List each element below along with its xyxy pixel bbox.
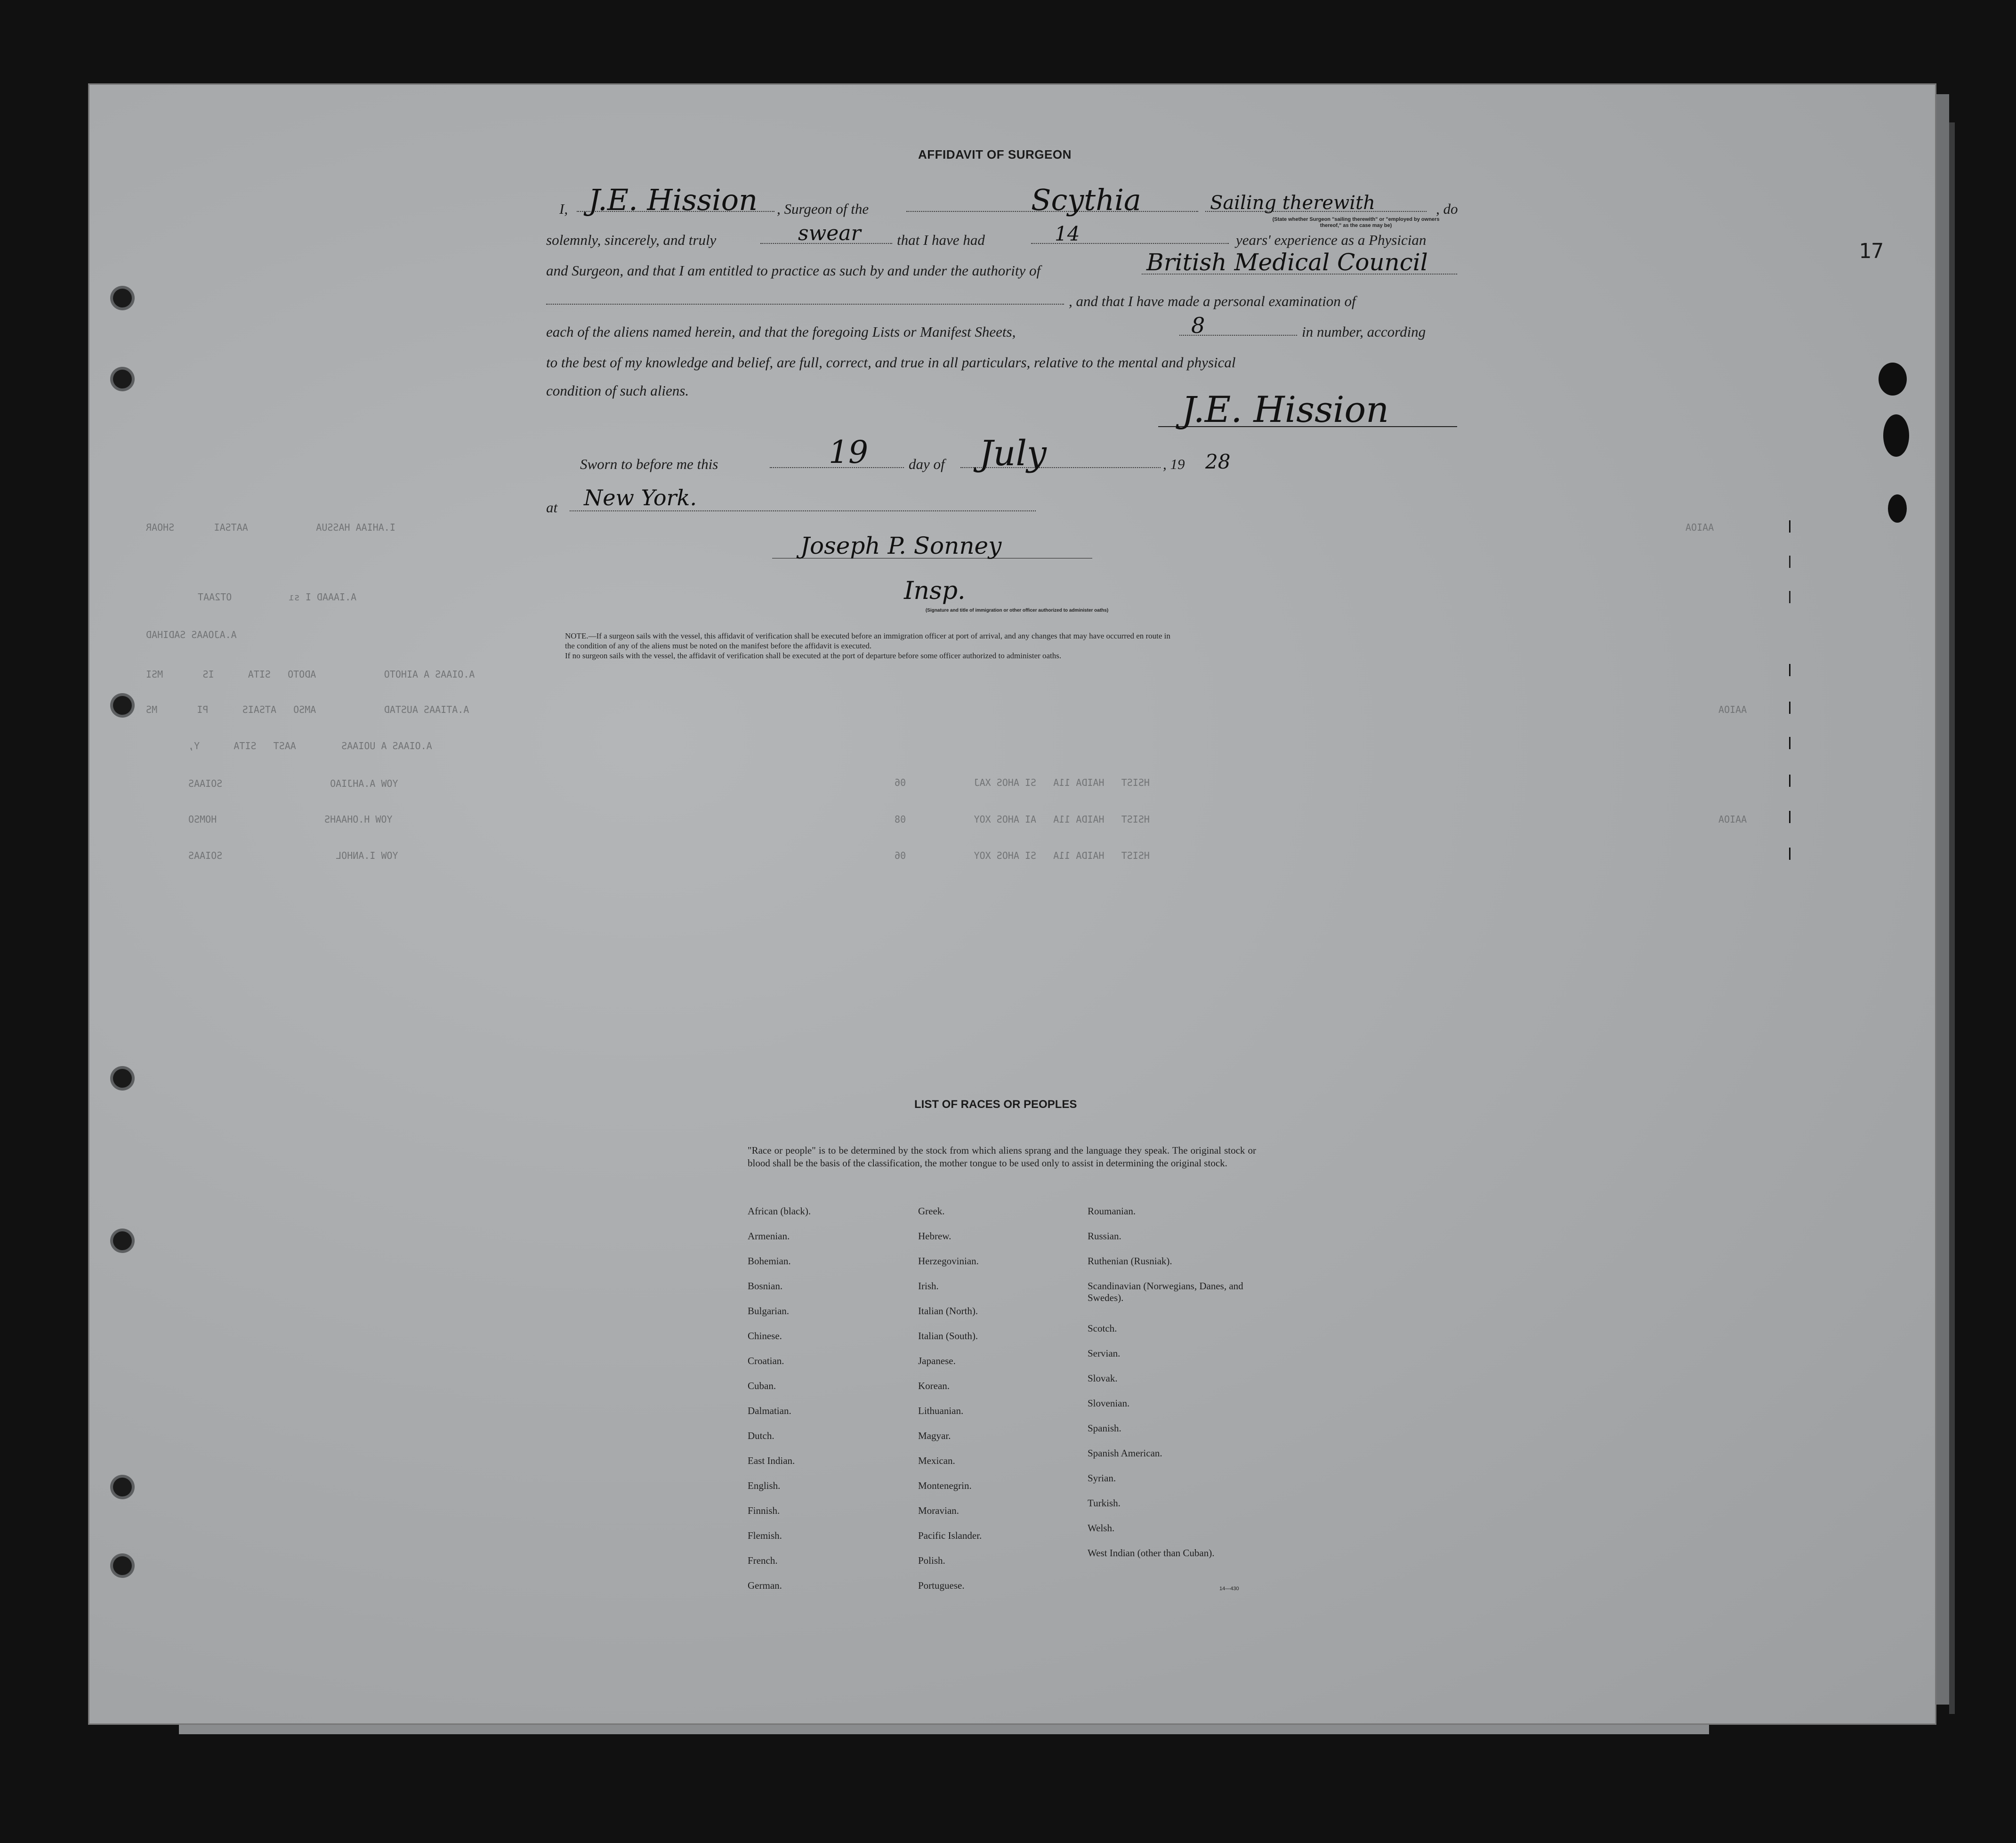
- bleed-through-text: A.AJOAAS SADIHAD: [146, 629, 237, 640]
- race-item: Servian.: [1088, 1348, 1121, 1359]
- margin-tick: [1789, 811, 1790, 823]
- race-item: Lithuanian.: [918, 1405, 964, 1416]
- text-each-alien: each of the aliens named herein, and that the foregoing Lists or Manifest Sheets,: [546, 323, 1016, 340]
- note-line-1: NOTE.—If a surgeon sails with the vessel, this affidavit of verification shall be executed before an immigration officer at port of arrival, and any changes that may have occurred en route in: [565, 631, 1170, 640]
- race-item: Korean.: [918, 1380, 950, 1391]
- race-item: English.: [748, 1480, 781, 1491]
- fill-line: [546, 304, 1064, 305]
- ink-blot: [1888, 494, 1907, 523]
- race-item: West Indian (other than Cuban).: [1088, 1547, 1215, 1559]
- race-item: Dutch.: [748, 1430, 774, 1441]
- page-number: 17: [1859, 239, 1884, 263]
- race-item: Hebrew.: [918, 1230, 952, 1242]
- note-line-2: the condition of any of the aliens must be noted on the manifest before the affidavit is executed.: [565, 641, 872, 650]
- text-solemnly: solemnly, sincerely, and truly: [546, 232, 717, 248]
- authority: British Medical Council: [1146, 249, 1428, 276]
- ink-blot: [1883, 414, 1909, 457]
- text-that-i-have: that I have had: [897, 232, 985, 248]
- margin-tick: [1789, 848, 1790, 860]
- text-sworn: Sworn to before me this: [580, 456, 718, 472]
- race-item: Italian (South).: [918, 1330, 978, 1342]
- race-item: Moravian.: [918, 1505, 959, 1516]
- race-item: Bulgarian.: [748, 1305, 790, 1317]
- page-edge: [1949, 122, 1955, 1714]
- text-year-prefix: , 19: [1163, 456, 1185, 472]
- bleed-through-text: A.ATIAAS AUSTAD AMSO ATSAIS PI MS: [146, 704, 469, 715]
- race-item: Dalmatian.: [748, 1405, 791, 1416]
- officer-caption: (Signature and title of immigration or other officer authorized to administer oaths): [925, 608, 1109, 613]
- sailing-status: Sailing therewith: [1210, 192, 1375, 214]
- races-column-3: [1088, 1205, 1266, 1580]
- bleed-through-text: A.OIAAS A UOIAAS AAST SITA Y,: [188, 740, 432, 752]
- race-item: Italian (North).: [918, 1305, 978, 1317]
- oath-word: swear: [798, 221, 861, 245]
- margin-tick: [1789, 737, 1790, 749]
- bleed-through-text: YOW H.OHAAHS HOMSO: [188, 814, 393, 825]
- races-title: LIST OF RACES OR PEOPLES: [914, 1098, 1077, 1111]
- bleed-through-text: HSIST HAIDA 11A SI AHOS XAJ 06: [895, 777, 1150, 788]
- bleed-through-text: HSIST HAIDA 11A SI AHOS XOY 06: [895, 850, 1150, 861]
- race-item: Turkish.: [1088, 1497, 1121, 1509]
- margin-tick: [1789, 775, 1790, 787]
- race-item: Russian.: [1088, 1230, 1121, 1242]
- years-experience: 14: [1055, 222, 1080, 245]
- sworn-place: New York.: [584, 485, 697, 510]
- race-item: Japanese.: [918, 1355, 956, 1366]
- officer-signature: Joseph P. Sonney: [800, 532, 1002, 559]
- race-item: Armenian.: [748, 1230, 790, 1242]
- bleed-through-text: AAIOA: [1685, 522, 1714, 533]
- binder-hole: [113, 370, 132, 388]
- race-item: Bohemian.: [748, 1255, 791, 1267]
- affidavit-title: AFFIDAVIT OF SURGEON: [918, 147, 1072, 162]
- race-item: African (black).: [748, 1205, 811, 1217]
- race-item: German.: [748, 1580, 782, 1591]
- race-item: French.: [748, 1555, 778, 1566]
- binder-hole: [113, 1556, 132, 1575]
- text-do: , do: [1436, 201, 1458, 217]
- officer-title: Insp.: [904, 577, 966, 605]
- fill-line: [570, 510, 1036, 511]
- race-item: Scandinavian (Norwegians, Danes, and Swedes).: [1088, 1280, 1243, 1303]
- race-item: Spanish.: [1088, 1423, 1121, 1434]
- race-item: Ruthenian (Rusniak).: [1088, 1255, 1172, 1267]
- sworn-day: 19: [829, 434, 868, 470]
- text-i: I,: [559, 201, 568, 217]
- race-item: Flemish.: [748, 1530, 782, 1541]
- bleed-through-text: HSIST HAIDA 11A AI AHOS XOY 08: [895, 814, 1150, 825]
- bleed-through-text: YOW A.AHJIAO SOIAAS: [188, 778, 398, 789]
- race-item: Slovak.: [1088, 1373, 1118, 1384]
- bleed-through-text: I.AHIAA HASSUA AATSAI SHOAR: [146, 522, 395, 533]
- manifest-sheets: 8: [1191, 313, 1205, 338]
- bleed-through-text: A.IAAAD I sı OT2AAT: [198, 591, 357, 603]
- bleed-through-text: AAIOA: [1718, 814, 1747, 825]
- binder-hole: [113, 1478, 132, 1496]
- race-item: Spanish American.: [1088, 1447, 1162, 1459]
- margin-tick: [1789, 702, 1790, 714]
- binder-hole: [113, 289, 132, 307]
- note-line-3: If no surgeon sails with the vessel, the affidavit of verification shall be executed at the port of departure before some officer authorized to administer oaths.: [565, 651, 1062, 660]
- text-personal-examination: , and that I have made a personal examination of: [1069, 293, 1356, 309]
- race-item: Montenegrin.: [918, 1480, 972, 1491]
- race-item: Roumanian.: [1088, 1205, 1136, 1217]
- race-item: Chinese.: [748, 1330, 782, 1342]
- text-and-surgeon: and Surgeon, and that I am entitled to practice as such by and under the authority of: [546, 262, 1041, 279]
- race-item: Finnish.: [748, 1505, 780, 1516]
- races-column-2: [918, 1205, 1078, 1605]
- margin-tick: [1789, 591, 1790, 603]
- bleed-through-text: YOW I.ANHOL SOIAAS: [188, 850, 398, 861]
- race-item: Irish.: [918, 1280, 939, 1292]
- race-item: Herzegovinian.: [918, 1255, 979, 1267]
- bleed-through-text: A.OIAAS A AIHOTO ADOTO SITA IS MSI: [146, 669, 475, 680]
- race-item: Cuban.: [748, 1380, 776, 1391]
- race-item: East Indian.: [748, 1455, 795, 1466]
- margin-tick: [1789, 556, 1790, 568]
- race-item: Greek.: [918, 1205, 945, 1217]
- sworn-year: 28: [1205, 450, 1231, 473]
- race-item: Pacific Islander.: [918, 1530, 982, 1541]
- surgeon-signature: J.E. Hission: [1182, 388, 1389, 430]
- ink-blot: [1879, 363, 1907, 396]
- surgeon-name: J.E. Hission: [589, 183, 758, 217]
- ship-name: Scythia: [1031, 183, 1141, 217]
- race-item: Slovenian.: [1088, 1398, 1130, 1409]
- text-at: at: [546, 499, 558, 516]
- bleed-through-text: AAIOA: [1718, 704, 1747, 715]
- sailing-note: (State whether Surgeon "sailing therewith" or "employed by owners thereof," as the case may be): [1272, 217, 1440, 228]
- margin-tick: [1789, 520, 1790, 533]
- race-item: Portuguese.: [918, 1580, 965, 1591]
- binder-hole: [113, 696, 132, 715]
- races-intro: "Race or people" is to be determined by the stock from which aliens sprang and the language they speak. The original stock or blood shall be the basis of the classification, the mother tongue to be used only to assist in determining the original stock.: [748, 1145, 1256, 1169]
- sworn-month: July: [979, 433, 1047, 474]
- race-item: Mexican.: [918, 1455, 955, 1466]
- text-years: years' experience as a Physician: [1236, 232, 1427, 248]
- margin-tick: [1789, 664, 1790, 676]
- text-surgeon-of: , Surgeon of the: [777, 201, 869, 217]
- race-item: Magyar.: [918, 1430, 951, 1441]
- race-item: Polish.: [918, 1555, 945, 1566]
- race-item: Welsh.: [1088, 1522, 1115, 1534]
- race-item: Bosnian.: [748, 1280, 783, 1292]
- form-number: 14—430: [1219, 1586, 1239, 1592]
- text-in-number: in number, according: [1302, 323, 1426, 340]
- text-condition: condition of such aliens.: [546, 382, 689, 399]
- race-item: Scotch.: [1088, 1323, 1117, 1334]
- races-column-1: [748, 1205, 908, 1605]
- text-day-of: day of: [909, 456, 945, 472]
- race-item: Croatian.: [748, 1355, 784, 1366]
- binder-hole: [113, 1231, 132, 1250]
- text-knowledge: to the best of my knowledge and belief, are full, correct, and true in all particulars, relative to the mental and physical: [546, 354, 1236, 371]
- binder-hole: [113, 1069, 132, 1088]
- race-item: Syrian.: [1088, 1472, 1116, 1484]
